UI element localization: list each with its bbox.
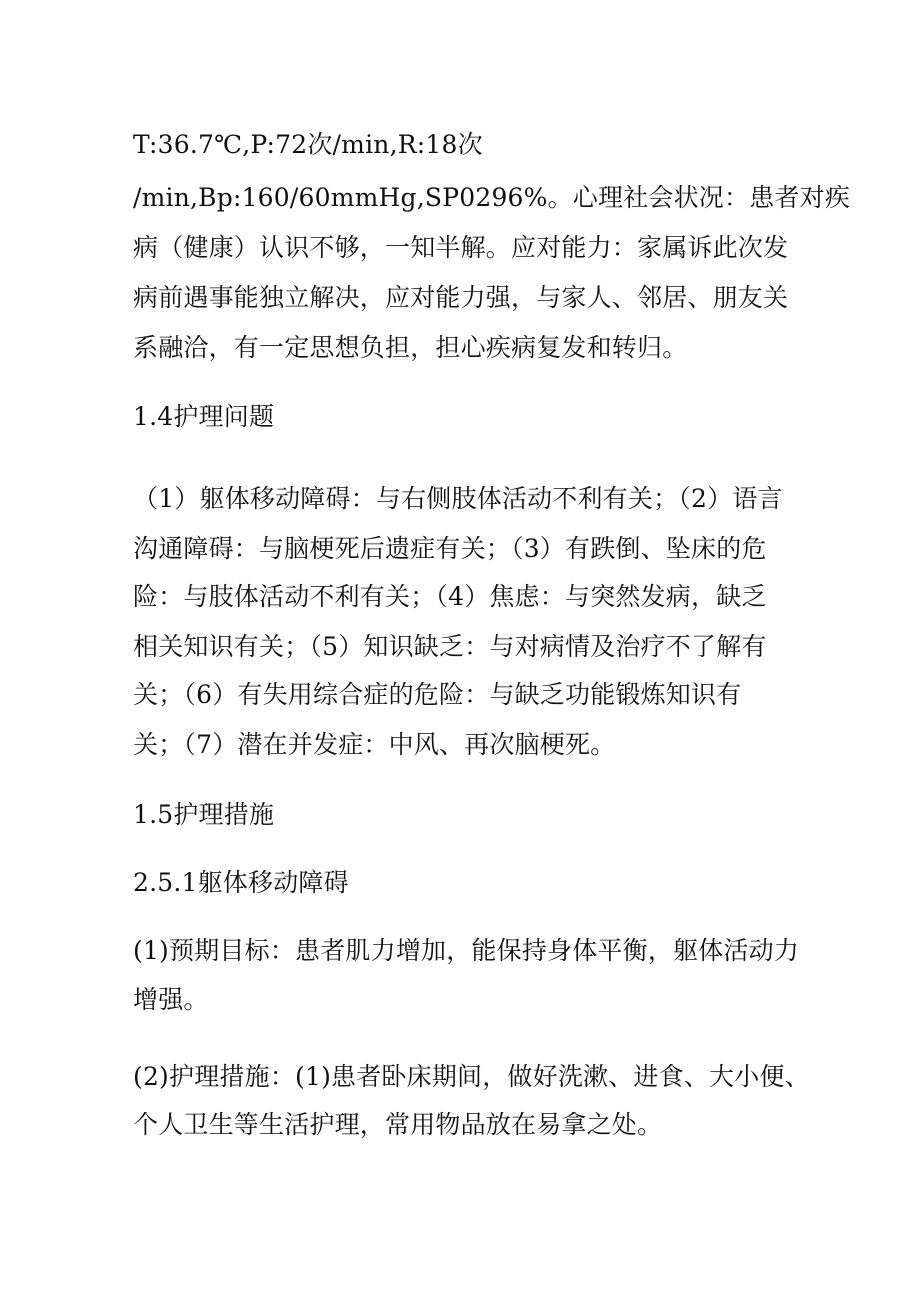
text-line: (1)预期目标：患者肌力增加，能保持身体平衡，躯体活动力 — [133, 936, 800, 965]
text-line: T:36.7℃,P:72次/min,R:18次 — [133, 130, 483, 159]
section-heading-1-4: 1.4护理问题 — [133, 402, 275, 431]
text-line: 增强。 — [133, 985, 209, 1014]
text-line: 病前遇事能独立解决，应对能力强，与家人、邻居、朋友关 — [133, 283, 789, 312]
text-line: 个人卫生等生活护理，常用物品放在易拿之处。 — [133, 1110, 663, 1139]
text-line: 病（健康）认识不够，一知半解。应对能力：家属诉此次发 — [133, 233, 789, 262]
subsection-heading-2-5-1: 2.5.1躯体移动障碍 — [133, 868, 349, 897]
text-line: 沟通障碍：与脑梗死后遗症有关；（3）有跌倒、坠床的危 — [133, 534, 767, 563]
text-line: 关；（7）潜在并发症：中风、再次脑梗死。 — [133, 730, 616, 759]
section-heading-1-5: 1.5护理措施 — [133, 800, 275, 829]
text-line: 系融洽，有一定思想负担，担心疾病复发和转归。 — [133, 333, 688, 362]
text-line: （1）躯体移动障碍：与右侧肢体活动不利有关；（2）语言 — [133, 484, 783, 513]
text-line: (2)护理措施：(1)患者卧床期间，做好洗漱、进食、大小便、 — [133, 1062, 810, 1091]
text-line: 险：与肢体活动不利有关；（4）焦虑：与突然发病，缺乏 — [133, 582, 767, 611]
text-line: 相关知识有关；（5）知识缺乏：与对病情及治疗不了解有 — [133, 632, 767, 661]
text-line: 关；（6）有失用综合症的危险：与缺乏功能锻炼知识有 — [133, 680, 742, 709]
text-line: /min,Bp:160/60mmHg,SP0296%。心理社会状况：患者对疾 — [133, 183, 851, 212]
